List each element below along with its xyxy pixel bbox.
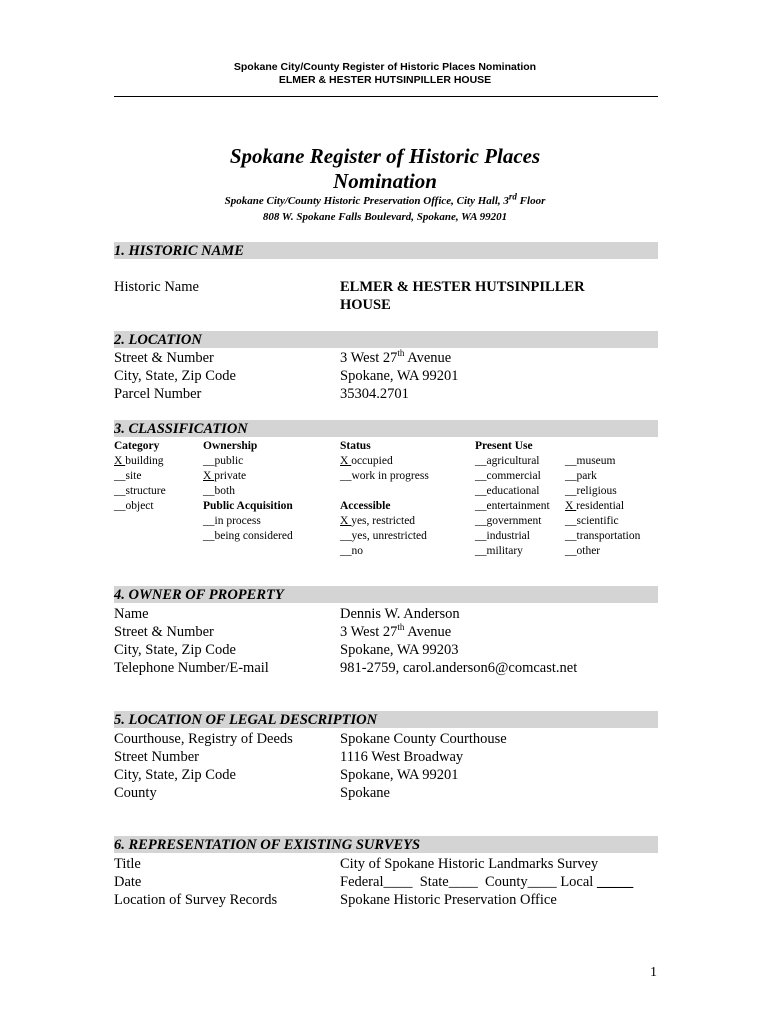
survey-date-label: Date — [114, 874, 142, 890]
location-city-value: Spokane, WA 99201 — [340, 368, 459, 384]
location-street-value: 3 West 27th Avenue — [340, 348, 452, 366]
present-use-option: __park — [565, 470, 597, 482]
accessible-option: __yes, unrestricted — [340, 530, 427, 542]
owner-name-value: Dennis W. Anderson — [340, 606, 460, 622]
survey-date-value: Federal____ State____ County____ Local _____ — [340, 874, 634, 890]
section-heading-historic-name: 1. HISTORIC NAME — [114, 242, 658, 259]
survey-title-label: Title — [114, 856, 141, 872]
category-option: __site — [114, 470, 142, 482]
category-option: __object — [114, 500, 154, 512]
legal-county-label: County — [114, 785, 157, 801]
location-city-label: City, State, Zip Code — [114, 368, 236, 384]
present-use-option: __commercial — [475, 470, 541, 482]
historic-name-label: Historic Name — [114, 279, 199, 295]
present-use-option: __transportation — [565, 530, 641, 542]
owner-street-value: 3 West 27th Avenue — [340, 622, 452, 640]
location-parcel-value: 35304.2701 — [340, 386, 409, 402]
category-option: X building — [114, 455, 164, 467]
legal-courthouse-value: Spokane County Courthouse — [340, 731, 507, 747]
status-title: Status — [340, 440, 371, 452]
document-title-line2: Nomination — [333, 169, 437, 193]
acquisition-option: __being considered — [203, 530, 293, 542]
present-use-option: __entertainment — [475, 500, 550, 512]
office-address-line2: 808 W. Spokane Falls Boulevard, Spokane, WA 99201 — [262, 211, 508, 223]
legal-courthouse-label: Courthouse, Registry of Deeds — [114, 731, 293, 747]
section-heading-surveys: 6. REPRESENTATION OF EXISTING SURVEYS — [114, 836, 658, 853]
ownership-option: X private — [203, 470, 247, 482]
survey-location-label: Location of Survey Records — [114, 892, 278, 908]
present-use-option: __educational — [475, 485, 540, 497]
category-option: __structure — [114, 485, 166, 497]
historic-name-value-line2: HOUSE — [340, 297, 391, 313]
accessible-option: X yes, restricted — [340, 515, 416, 527]
status-option: X occupied — [340, 455, 393, 467]
present-use-option: __agricultural — [475, 455, 540, 467]
ownership-option: __both — [203, 485, 235, 497]
owner-street-label: Street & Number — [114, 624, 214, 640]
running-header-property: ELMER & HESTER HUTSINPILLER HOUSE — [278, 74, 492, 86]
owner-contact-value: 981-2759, carol.anderson6@comcast.net — [340, 660, 578, 676]
section-heading-legal-description: 5. LOCATION OF LEGAL DESCRIPTION — [114, 711, 658, 728]
section-heading-classification: 3. CLASSIFICATION — [114, 420, 658, 437]
acquisition-option: __in process — [203, 515, 261, 527]
accessible-option: __no — [340, 545, 363, 557]
page-number: 1 — [650, 965, 657, 980]
owner-city-label: City, State, Zip Code — [114, 642, 236, 658]
running-header-title: Spokane City/County Register of Historic Places Nomination — [233, 61, 537, 73]
present-use-option: __religious — [565, 485, 617, 497]
owner-contact-label: Telephone Number/E-mail — [114, 660, 269, 676]
location-street-label: Street & Number — [114, 350, 214, 366]
owner-name-label: Name — [114, 606, 149, 622]
historic-name-value: ELMER & HESTER HUTSINPILLER — [340, 279, 585, 295]
ownership-option: __public — [203, 455, 244, 467]
present-use-option: __other — [565, 545, 601, 557]
legal-city-value: Spokane, WA 99201 — [340, 767, 459, 783]
status-option: __work in progress — [340, 470, 429, 482]
present-use-option: X residential — [565, 500, 625, 512]
header-rule — [114, 96, 658, 97]
present-use-option: __scientific — [565, 515, 619, 527]
survey-title-value: City of Spokane Historic Landmarks Survey — [340, 856, 599, 872]
section-heading-location: 2. LOCATION — [114, 331, 658, 348]
owner-city-value: Spokane, WA 99203 — [340, 642, 459, 658]
present-use-option: __industrial — [475, 530, 530, 542]
survey-location-value: Spokane Historic Preservation Office — [340, 892, 557, 908]
office-address-line1: Spokane City/County Historic Preservation Office, City Hall, 3rd Floor — [224, 191, 546, 207]
present-use-option: __government — [475, 515, 542, 527]
accessible-title: Accessible — [340, 500, 391, 512]
category-title: Category — [114, 440, 160, 452]
legal-street-label: Street Number — [114, 749, 199, 765]
present-use-title: Present Use — [475, 440, 533, 452]
legal-city-label: City, State, Zip Code — [114, 767, 236, 783]
section-heading-owner: 4. OWNER OF PROPERTY — [114, 586, 658, 603]
public-acquisition-title: Public Acquisition — [203, 500, 293, 512]
present-use-option: __museum — [565, 455, 616, 467]
present-use-option: __military — [475, 545, 523, 557]
document-title: Spokane Register of Historic Places — [229, 144, 541, 168]
legal-county-value: Spokane — [340, 785, 390, 801]
ownership-title: Ownership — [203, 440, 258, 452]
location-parcel-label: Parcel Number — [114, 386, 202, 402]
legal-street-value: 1116 West Broadway — [340, 749, 464, 765]
